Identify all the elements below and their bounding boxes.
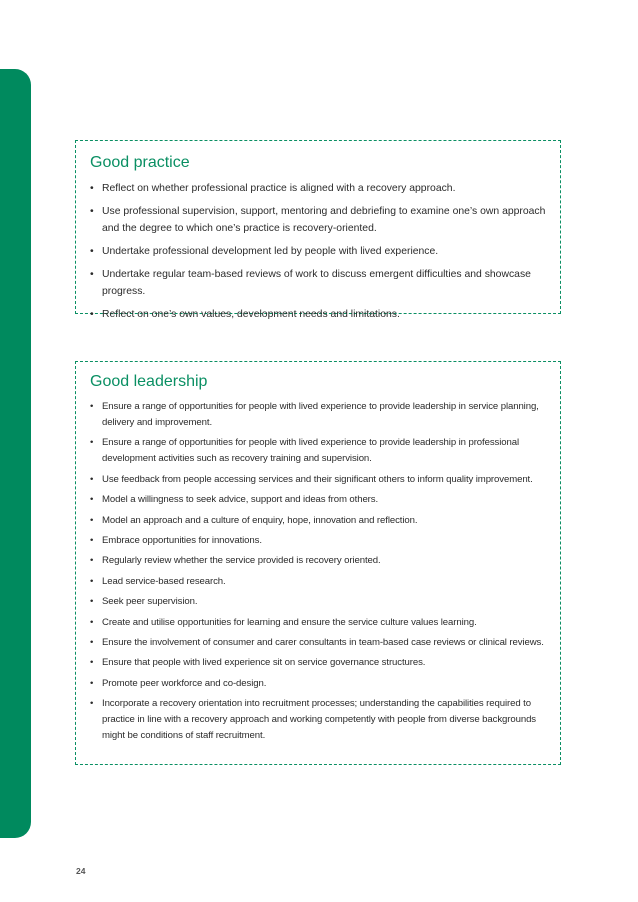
list-item: • Model a willingness to seek advice, support and ideas from others. (90, 492, 546, 508)
list-item: • Ensure a range of opportunities for people with lived experience to provide leadership in service planning, delivery and improvement. (90, 399, 546, 431)
list-item: • Regularly review whether the service provided is recovery oriented. (90, 553, 546, 569)
side-tab-decoration (0, 69, 31, 838)
list-item: • Create and utilise opportunities for learning and ensure the service culture values learning. (90, 615, 546, 631)
good-practice-box (75, 140, 561, 320)
page-number: 24 (76, 866, 86, 876)
good-practice-list (90, 180, 546, 323)
list-item: • Ensure that people with lived experience sit on service governance structures. (90, 655, 546, 671)
list-item: • Undertake professional development led by people with lived experience. (90, 243, 546, 260)
good-practice-title: Good practice (90, 154, 190, 171)
list-item: • Seek peer supervision. (90, 594, 546, 610)
list-item: • Undertake regular team-based reviews of work to discuss emergent difficulties and showcase progress. (90, 266, 546, 300)
good-leadership-box (75, 361, 561, 765)
good-leadership-list (90, 399, 546, 744)
list-item: • Ensure a range of opportunities for people with lived experience to provide leadership in professional development activities such as recovery training and supervision. (90, 435, 546, 467)
list-item: • Use professional supervision, support, mentoring and debriefing to examine one’s own approach and the degree to which one’s practice is recovery-oriented. (90, 203, 546, 237)
list-item: • Use feedback from people accessing services and their significant others to inform quality improvement. (90, 472, 546, 488)
list-item: • Reflect on whether professional practice is aligned with a recovery approach. (90, 180, 546, 197)
list-item: • Lead service-based research. (90, 574, 546, 590)
good-leadership-title: Good leadership (90, 373, 208, 390)
list-item: • Reflect on one’s own values, development needs and limitations. (90, 306, 546, 323)
list-item: • Model an approach and a culture of enquiry, hope, innovation and reflection. (90, 513, 546, 529)
list-item: • Promote peer workforce and co-design. (90, 676, 546, 692)
list-item: • Incorporate a recovery orientation into recruitment processes; understanding the capabilities required to practice in line with a recovery approach and working competently with people from diverse backgrounds might be conditions of staff recruitment. (90, 696, 546, 744)
list-item: • Ensure the involvement of consumer and carer consultants in team-based case reviews or clinical reviews. (90, 635, 546, 651)
list-item: • Embrace opportunities for innovations. (90, 533, 546, 549)
